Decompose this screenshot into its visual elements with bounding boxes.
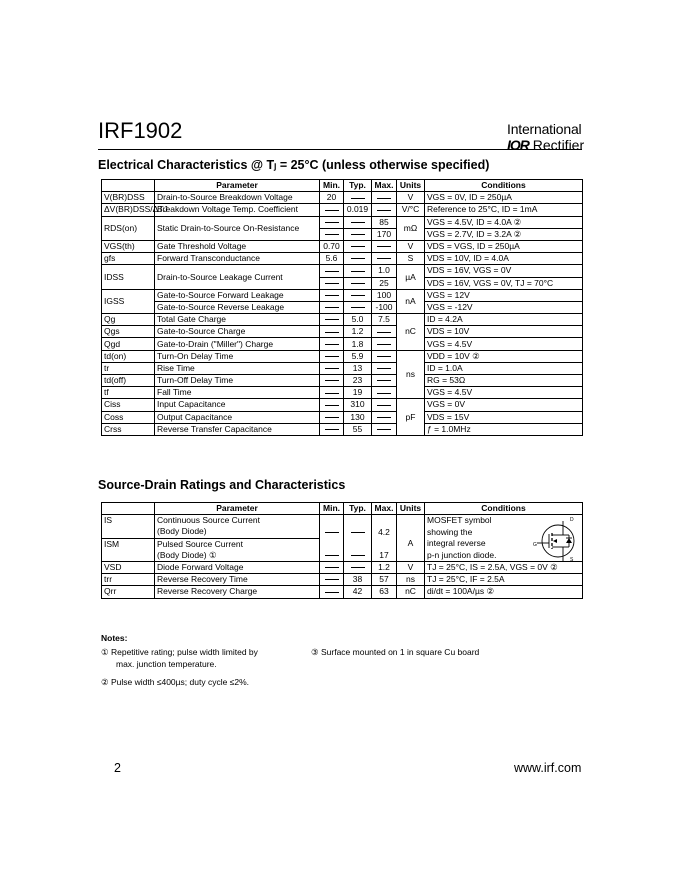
conditions-cell: ID = 4.2A [425, 314, 583, 326]
dash [377, 258, 391, 259]
parameter-cell: Forward Transconductance [155, 253, 320, 265]
conditions-cell: TJ = 25°C, IS = 2.5A, VGS = 0V ② [425, 561, 583, 573]
conditions-cell: VDS = 16V, VGS = 0V [425, 265, 583, 277]
table-row [102, 586, 583, 598]
max-cell: 25 [372, 277, 397, 289]
header-cell: Max. [372, 180, 397, 192]
typ-cell: 5.0 [344, 314, 372, 326]
min-cell [320, 538, 344, 550]
table-row [102, 411, 583, 423]
min-cell [320, 411, 344, 423]
min-cell [320, 314, 344, 326]
table-row [102, 216, 583, 228]
conditions-cell: VGS = 4.5V [425, 338, 583, 350]
parameter-cell: Input Capacitance [155, 399, 320, 411]
parameter-cell: Reverse Recovery Charge [155, 586, 320, 598]
max-cell: 4.2 [372, 526, 397, 538]
symbol-cell [102, 550, 155, 562]
min-cell [320, 216, 344, 228]
dash [377, 380, 391, 381]
symbol-cell: Coss [102, 411, 155, 423]
symbol-cell: IDSS [102, 265, 155, 289]
symbol-cell: tf [102, 387, 155, 399]
parameter-cell: Gate Threshold Voltage [155, 240, 320, 252]
typ-cell: 310 [344, 399, 372, 411]
typ-cell [344, 301, 372, 313]
conditions-cell: VDS = 10V [425, 326, 583, 338]
typ-cell [344, 538, 372, 550]
header-cell: Parameter [155, 503, 320, 515]
typ-cell: 23 [344, 375, 372, 387]
dash [377, 356, 391, 357]
dash [377, 332, 391, 333]
table-row [102, 192, 583, 204]
dash [351, 258, 365, 259]
header-cell: Units [397, 180, 425, 192]
units-cell: V [397, 561, 425, 573]
min-cell [320, 423, 344, 435]
table-row [102, 526, 583, 538]
conditions-cell: VDS = 16V, VGS = 0V, TJ = 70°C [425, 277, 583, 289]
part-number: IRF1902 [98, 118, 183, 143]
table-row [102, 253, 583, 265]
max-cell [372, 538, 397, 550]
typ-cell [344, 228, 372, 240]
parameter-cell: Gate-to-Drain ("Miller") Charge [155, 338, 320, 350]
max-cell: 7.5 [372, 314, 397, 326]
conditions-cell: integral reverse [425, 538, 583, 550]
max-cell [372, 192, 397, 204]
units-cell: pF [397, 399, 425, 436]
dash [351, 532, 365, 533]
symbol-cell [102, 526, 155, 538]
units-cell: V [397, 240, 425, 252]
typ-cell: 1.2 [344, 326, 372, 338]
max-cell [372, 338, 397, 350]
dash [325, 429, 339, 430]
symbol-cell: Qg [102, 314, 155, 326]
header-cell: Max. [372, 503, 397, 515]
max-cell [372, 375, 397, 387]
typ-cell: 13 [344, 362, 372, 374]
conditions-cell: VGS = -12V [425, 301, 583, 313]
table-row [102, 375, 583, 387]
max-cell: -100 [372, 301, 397, 313]
dash [351, 234, 365, 235]
drain-label: D [570, 517, 574, 524]
notes-title: Notes: [101, 633, 128, 643]
dash [351, 222, 365, 223]
dash [325, 210, 339, 211]
source-drain-table [101, 502, 583, 599]
symbol-cell: td(on) [102, 350, 155, 362]
min-cell [320, 301, 344, 313]
min-cell [320, 387, 344, 399]
typ-cell: 38 [344, 574, 372, 586]
dash [377, 417, 391, 418]
conditions-cell: VGS = 0V [425, 399, 583, 411]
conditions-cell: showing the [425, 526, 583, 538]
table-row [102, 515, 583, 527]
typ-cell [344, 289, 372, 301]
max-cell [372, 204, 397, 216]
typ-cell [344, 277, 372, 289]
max-cell: 100 [372, 289, 397, 301]
units-cell: nC [397, 586, 425, 598]
table-row [102, 326, 583, 338]
units-cell: ns [397, 350, 425, 399]
units-cell: V [397, 192, 425, 204]
dash [325, 405, 339, 406]
table-row [102, 387, 583, 399]
max-cell: 1.0 [372, 265, 397, 277]
units-cell: ns [397, 574, 425, 586]
dash [325, 393, 339, 394]
conditions-cell: VDD = 10V ② [425, 350, 583, 362]
units-cell: A [397, 538, 425, 550]
max-cell [372, 515, 397, 527]
symbol-cell: ISM [102, 538, 155, 550]
symbol-cell: RDS(on) [102, 216, 155, 240]
typ-cell [344, 240, 372, 252]
parameter-cell: Rise Time [155, 362, 320, 374]
parameter-cell: Fall Time [155, 387, 320, 399]
symbol-cell: td(off) [102, 375, 155, 387]
max-cell [372, 326, 397, 338]
source-label: S [570, 557, 574, 564]
parameter-cell: Turn-Off Delay Time [155, 375, 320, 387]
symbol-cell: V(BR)DSS [102, 192, 155, 204]
dash [325, 592, 339, 593]
typ-cell [344, 216, 372, 228]
electrical-title: Electrical Characteristics @ Tⱼ = 25°C (unless otherwise specified) [98, 158, 490, 172]
min-cell [320, 277, 344, 289]
units-cell: nC [397, 314, 425, 351]
units-cell: mΩ [397, 216, 425, 240]
symbol-cell: VGS(th) [102, 240, 155, 252]
parameter-cell: Output Capacitance [155, 411, 320, 423]
min-cell: 0.70 [320, 240, 344, 252]
electrical-table [101, 179, 583, 436]
dash [325, 417, 339, 418]
max-cell [372, 362, 397, 374]
dash [325, 579, 339, 580]
header-cell: Conditions [425, 503, 583, 515]
symbol-cell: ΔV(BR)DSS/ΔTJ [102, 204, 155, 216]
max-cell [372, 423, 397, 435]
dash [325, 234, 339, 235]
header-cell: Min. [320, 180, 344, 192]
typ-cell [344, 550, 372, 562]
conditions-cell: VGS = 4.5V, ID = 4.0A ② [425, 216, 583, 228]
note-1-line-2: max. junction temperature. [116, 658, 217, 669]
dash [351, 283, 365, 284]
logo-mark: IOR [507, 137, 529, 153]
header-cell: Typ. [344, 180, 372, 192]
parameter-cell: Drain-to-Source Breakdown Voltage [155, 192, 320, 204]
dash [325, 271, 339, 272]
units-cell: µA [397, 265, 425, 289]
max-cell [372, 350, 397, 362]
symbol-cell: Qgs [102, 326, 155, 338]
dash [351, 198, 365, 199]
typ-cell: 19 [344, 387, 372, 399]
dash [325, 567, 339, 568]
conditions-cell: VDS = 15V [425, 411, 583, 423]
conditions-cell: ID = 1.0A [425, 362, 583, 374]
max-cell: 63 [372, 586, 397, 598]
symbol-cell: IGSS [102, 289, 155, 313]
parameter-cell: Reverse Recovery Time [155, 574, 320, 586]
header-cell: Units [397, 503, 425, 515]
parameter-cell: Drain-to-Source Leakage Current [155, 265, 320, 289]
dash [351, 295, 365, 296]
dash [377, 405, 391, 406]
symbol-cell: IS [102, 515, 155, 527]
dash [325, 283, 339, 284]
parameter-cell: Breakdown Voltage Temp. Coefficient [155, 204, 320, 216]
page-number: 2 [114, 761, 121, 775]
mosfet-symbol-label: MOSFET symbol [427, 515, 492, 526]
dash [325, 222, 339, 223]
dash [325, 532, 339, 533]
typ-cell: 0.019 [344, 204, 372, 216]
conditions-cell: VGS = 0V, ID = 250µA [425, 192, 583, 204]
units-cell: nA [397, 289, 425, 313]
logo-text: Rectifier [532, 137, 585, 153]
units-cell [397, 515, 425, 527]
max-cell: 17 [372, 550, 397, 562]
header-cell [102, 180, 155, 192]
parameter-cell: (Body Diode) ① [155, 550, 320, 562]
min-cell [320, 338, 344, 350]
min-cell [320, 515, 344, 527]
header-cell: Parameter [155, 180, 320, 192]
table-row [102, 362, 583, 374]
min-cell [320, 326, 344, 338]
parameter-cell: Continuous Source Current [155, 515, 320, 527]
conditions-cell: VGS = 4.5V [425, 387, 583, 399]
conditions-cell: p-n junction diode. [425, 550, 583, 562]
header-rule [98, 149, 582, 150]
dash [351, 555, 365, 556]
parameter-cell: Static Drain-to-Source On-Resistance [155, 216, 320, 240]
parameter-cell: Gate-to-Source Charge [155, 326, 320, 338]
max-cell: 85 [372, 216, 397, 228]
symbol-cell: trr [102, 574, 155, 586]
min-cell [320, 399, 344, 411]
dash [325, 307, 339, 308]
max-cell [372, 253, 397, 265]
min-cell [320, 265, 344, 277]
dash [325, 356, 339, 357]
min-cell [320, 550, 344, 562]
dash [377, 210, 391, 211]
typ-cell [344, 253, 372, 265]
min-cell [320, 561, 344, 573]
units-cell: S [397, 253, 425, 265]
logo-line2 [507, 137, 584, 153]
min-cell: 5.6 [320, 253, 344, 265]
min-cell: 20 [320, 192, 344, 204]
max-cell [372, 399, 397, 411]
sd-header-row [102, 503, 583, 515]
min-cell [320, 350, 344, 362]
symbol-cell: Qgd [102, 338, 155, 350]
max-cell [372, 387, 397, 399]
parameter-cell: Total Gate Charge [155, 314, 320, 326]
min-cell [320, 526, 344, 538]
units-cell [397, 550, 425, 562]
parameter-cell: (Body Diode) [155, 526, 320, 538]
min-cell [320, 574, 344, 586]
header-cell: Min. [320, 503, 344, 515]
symbol-cell: Ciss [102, 399, 155, 411]
min-cell [320, 362, 344, 374]
typ-cell: 42 [344, 586, 372, 598]
table-row [102, 301, 583, 313]
note-1-line-1: ① Repetitive rating; pulse width limited by [101, 647, 258, 657]
electrical-header-row [102, 180, 583, 192]
conditions-cell: VDS = VGS, ID = 250µA [425, 240, 583, 252]
table-row [102, 240, 583, 252]
symbol-cell: tr [102, 362, 155, 374]
table-row [102, 350, 583, 362]
conditions-cell: di/dt = 100A/µs ② [425, 586, 583, 598]
table-row [102, 289, 583, 301]
min-cell [320, 586, 344, 598]
table-row [102, 574, 583, 586]
conditions-cell: RG = 53Ω [425, 375, 583, 387]
dash [325, 555, 339, 556]
conditions-cell: ƒ = 1.0MHz [425, 423, 583, 435]
gate-label: G [533, 542, 537, 549]
dash [377, 246, 391, 247]
table-row [102, 550, 583, 562]
dash [325, 368, 339, 369]
source-drain-title: Source-Drain Ratings and Characteristics [98, 478, 346, 492]
typ-cell: 5.9 [344, 350, 372, 362]
max-cell [372, 240, 397, 252]
header-cell: Typ. [344, 503, 372, 515]
conditions-cell: VGS = 12V [425, 289, 583, 301]
typ-cell: 1.8 [344, 338, 372, 350]
parameter-cell: Diode Forward Voltage [155, 561, 320, 573]
dash [325, 295, 339, 296]
units-cell: V/°C [397, 204, 425, 216]
typ-cell [344, 265, 372, 277]
table-row [102, 399, 583, 411]
table-row [102, 538, 583, 550]
max-cell: 170 [372, 228, 397, 240]
dash [377, 393, 391, 394]
conditions-cell: Reference to 25°C, ID = 1mA [425, 204, 583, 216]
typ-cell [344, 515, 372, 527]
dash [325, 332, 339, 333]
note-3: ③ Surface mounted on 1 in square Cu board [311, 647, 480, 657]
conditions-cell: VGS = 2.7V, ID = 3.2A ② [425, 228, 583, 240]
units-cell [397, 526, 425, 538]
min-cell [320, 375, 344, 387]
typ-cell [344, 526, 372, 538]
min-cell [320, 228, 344, 240]
table-row [102, 561, 583, 573]
header-cell: Conditions [425, 180, 583, 192]
note-2: ② Pulse width ≤400µs; duty cycle ≤2%. [101, 677, 249, 687]
typ-cell [344, 192, 372, 204]
max-cell [372, 411, 397, 423]
logo-line1: International [507, 121, 582, 137]
typ-cell: 55 [344, 423, 372, 435]
dash [377, 198, 391, 199]
dash [351, 307, 365, 308]
typ-cell [344, 561, 372, 573]
table-row [102, 423, 583, 435]
max-cell: 1.2 [372, 561, 397, 573]
dash [325, 344, 339, 345]
dash [351, 246, 365, 247]
dash [351, 567, 365, 568]
dash [377, 429, 391, 430]
dash [325, 380, 339, 381]
max-cell: 57 [372, 574, 397, 586]
table-row [102, 204, 583, 216]
dash [377, 368, 391, 369]
symbol-cell: Qrr [102, 586, 155, 598]
parameter-cell: Gate-to-Source Reverse Leakage [155, 301, 320, 313]
dash [377, 344, 391, 345]
conditions-cell: VDS = 10V, ID = 4.0A [425, 253, 583, 265]
symbol-cell: gfs [102, 253, 155, 265]
table-row [102, 314, 583, 326]
parameter-cell: Reverse Transfer Capacitance [155, 423, 320, 435]
parameter-cell: Pulsed Source Current [155, 538, 320, 550]
parameter-cell: Turn-On Delay Time [155, 350, 320, 362]
typ-cell: 130 [344, 411, 372, 423]
parameter-cell: Gate-to-Source Forward Leakage [155, 289, 320, 301]
footer-url: www.irf.com [514, 761, 582, 775]
dash [351, 271, 365, 272]
dash [325, 319, 339, 320]
table-row [102, 265, 583, 277]
symbol-cell: VSD [102, 561, 155, 573]
header-cell [102, 503, 155, 515]
note-1 [101, 647, 301, 670]
symbol-cell: Crss [102, 423, 155, 435]
min-cell [320, 204, 344, 216]
min-cell [320, 289, 344, 301]
conditions-cell: TJ = 25°C, IF = 2.5A [425, 574, 583, 586]
table-row [102, 338, 583, 350]
